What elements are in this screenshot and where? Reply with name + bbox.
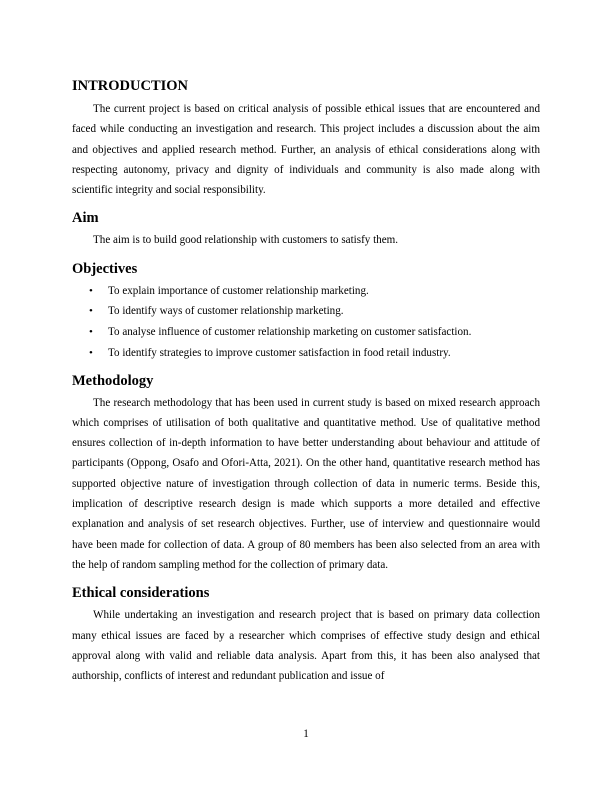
ethical-considerations-paragraph: While undertaking an investigation and research project that is based on primary data collection many ethical issues are faced by a researcher which comprises of effective study design and ethical approval along with valid and reliable data analysis. Apart from this, it has been also analysed that authorship, conflicts of interest and redundant publication and issue of <box>72 609 540 683</box>
methodology-heading: Methodology <box>72 372 154 389</box>
bullet-icon: • <box>89 346 93 359</box>
introduction-heading: INTRODUCTION <box>72 78 189 94</box>
ethical-considerations-heading: Ethical considerations <box>72 585 210 602</box>
introduction-paragraph: The current project is based on critical analysis of possible ethical issues that are encountered and faced while conducting an investigation and research. This project includes a discussion about the aim and objectives and applied research method. Further, an analysis of ethical considerations along with respecting autonomy, privacy and dignity of individuals and community is also made along with scientific integrity and social responsibility. <box>72 103 540 197</box>
page-number: 1 <box>303 728 309 740</box>
objective-text: To identify strategies to improve customer satisfaction in food retail industry. <box>108 346 451 359</box>
methodology-paragraph: The research methodology that has been used in current study is based on mixed research approach which comprises of utilisation of both qualitative and quantitative method. Use of qualitative method ensures collection of in-depth information to have better understanding about behaviour and attitude of participants (Oppong, Osafo and Ofori-Atta, 2021). On the other hand, quantitative research method has supported objective nature of investigation through collection of data in numeric terms. Beside this, implication of descriptive research design is made which supports a more detailed and effective explanation and analysis of set research objectives. Further, use of interview and questionnaire would have been made for collection of data. A group of 80 members has been also selected from an area with the help of random sampling method for the collection of primary data. <box>72 396 540 571</box>
objective-text: To analyse influence of customer relationship marketing on customer satisfaction. <box>108 326 472 339</box>
document-page <box>72 76 540 686</box>
bullet-icon: • <box>89 284 93 297</box>
bullet-icon: • <box>89 305 93 318</box>
objectives-heading: Objectives <box>72 260 138 277</box>
list-item <box>72 281 540 302</box>
bullet-icon: • <box>89 326 93 339</box>
objective-text: To explain importance of customer relationship marketing. <box>108 284 369 297</box>
list-item <box>72 301 540 322</box>
objective-text: To identify ways of customer relationship marketing. <box>108 305 344 318</box>
aim-heading: Aim <box>72 210 99 227</box>
objectives-list <box>72 281 540 364</box>
list-item <box>72 343 540 364</box>
aim-paragraph: The aim is to build good relationship with customers to satisfy them. <box>93 234 399 247</box>
list-item <box>72 322 540 343</box>
